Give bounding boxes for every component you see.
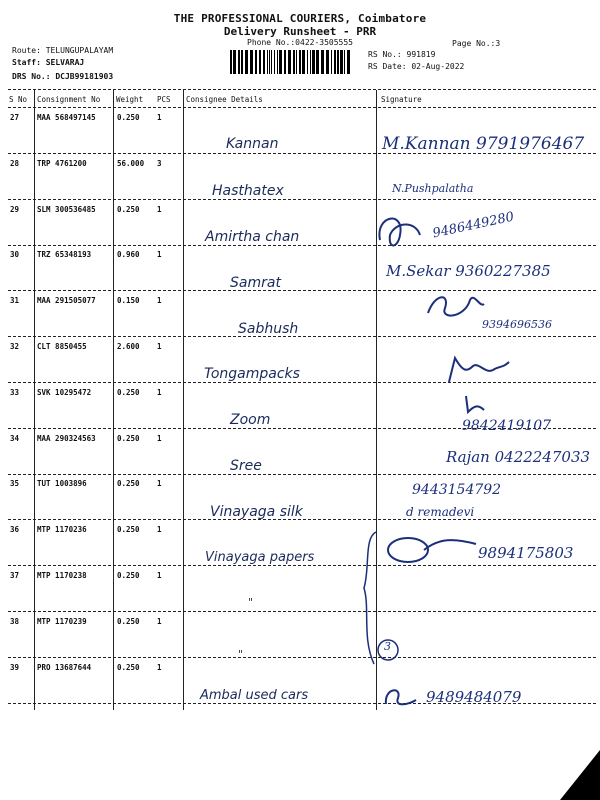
col-divider xyxy=(34,90,35,710)
consignee-handwriting: Tongampacks xyxy=(204,366,300,382)
rs-number: RS No.: 991819 xyxy=(368,50,436,59)
col-header-sno: S No xyxy=(9,95,28,104)
consignee-handwriting: Hasthatex xyxy=(212,183,284,199)
header-top-rule xyxy=(8,89,596,90)
row-divider xyxy=(8,336,596,337)
row-weight: 0.150 xyxy=(117,296,140,305)
row-serial-number: 36 xyxy=(10,525,20,534)
col-divider xyxy=(113,90,114,710)
row-pieces: 1 xyxy=(157,342,162,351)
signature-handwriting: 9842419107 xyxy=(462,418,552,434)
col-header-consignee: Consignee Details xyxy=(186,95,263,104)
row-pieces: 1 xyxy=(157,205,162,214)
document-title: Delivery Runsheet - PRR xyxy=(223,25,377,38)
row-weight: 0.250 xyxy=(117,113,140,122)
row-weight: 56.000 xyxy=(117,159,145,168)
col-header-consignment: Consignment No xyxy=(37,95,101,104)
row-consignment-number: TRP 4761200 xyxy=(37,159,87,168)
row-consignment-number: CLT 8850455 xyxy=(37,342,87,351)
row-weight: 0.250 xyxy=(117,663,140,672)
signature-scribble xyxy=(384,530,484,566)
row-consignment-number: MAA 290324563 xyxy=(37,434,96,443)
rs-date: RS Date: 02-Aug-2022 xyxy=(368,62,465,71)
row-consignment-number: PRO 13687644 xyxy=(37,663,92,672)
row-serial-number: 35 xyxy=(10,479,20,488)
row-serial-number: 39 xyxy=(10,663,20,672)
signature-scribble xyxy=(445,352,515,388)
row-weight: 0.250 xyxy=(117,571,140,580)
row-consignment-number: MAA 291505077 xyxy=(37,296,96,305)
barcode-icon xyxy=(230,50,350,74)
row-consignment-number: MTP 1170239 xyxy=(37,617,87,626)
row-consignment-number: TUT 1003896 xyxy=(37,479,87,488)
row-pieces: 1 xyxy=(157,525,162,534)
row-pieces: 1 xyxy=(157,388,162,397)
signature-scribble xyxy=(460,392,490,416)
row-pieces: 1 xyxy=(157,113,162,122)
row-divider xyxy=(8,474,596,475)
row-consignment-number: MTP 1170236 xyxy=(37,525,87,534)
signature-handwriting: M.Sekar 9360227385 xyxy=(386,262,551,280)
row-serial-number: 27 xyxy=(10,113,20,122)
row-weight: 0.250 xyxy=(117,525,140,534)
row-divider xyxy=(8,290,596,291)
row-serial-number: 29 xyxy=(10,205,20,214)
row-consignment-number: SLM 300536485 xyxy=(37,205,96,214)
consignee-handwriting: Samrat xyxy=(230,275,281,291)
row-divider xyxy=(8,245,596,246)
row-serial-number: 30 xyxy=(10,250,20,259)
staff-label: Staff: SELVARAJ xyxy=(12,58,85,67)
row-serial-number: 28 xyxy=(10,159,20,168)
signature-scribble xyxy=(370,210,430,255)
row-divider xyxy=(8,657,596,658)
signature-circled-number: 3 xyxy=(384,640,391,653)
header-bottom-rule xyxy=(8,107,596,108)
consignee-ditto-mark: " xyxy=(238,648,244,661)
signature-handwriting: 9394696536 xyxy=(482,318,552,331)
row-divider xyxy=(8,199,596,200)
row-pieces: 1 xyxy=(157,617,162,626)
consignee-handwriting: Sree xyxy=(230,458,262,474)
row-consignment-number: MTP 1170238 xyxy=(37,571,87,580)
row-pieces: 1 xyxy=(157,479,162,488)
page-number: Page No.:3 xyxy=(452,39,501,48)
signature-handwriting: 9489484079 xyxy=(426,688,522,706)
signature-handwriting: d remadevi xyxy=(406,505,475,519)
phone-number: Phone No.:0422-3505555 xyxy=(247,38,353,47)
row-pieces: 1 xyxy=(157,571,162,580)
signature-scribble xyxy=(420,288,490,328)
row-pieces: 1 xyxy=(157,663,162,672)
row-serial-number: 31 xyxy=(10,296,20,305)
row-pieces: 3 xyxy=(157,159,162,168)
row-pieces: 1 xyxy=(157,296,162,305)
drs-number: DRS No.: DCJB99181903 xyxy=(12,72,114,81)
row-weight: 0.250 xyxy=(117,205,140,214)
col-header-weight: Weight xyxy=(116,95,144,104)
row-serial-number: 33 xyxy=(10,388,20,397)
row-consignment-number: SVK 10295472 xyxy=(37,388,92,397)
signature-handwriting: 9443154792 xyxy=(412,482,502,498)
signature-handwriting: 9486449280 xyxy=(431,209,516,242)
row-pieces: 1 xyxy=(157,250,162,259)
row-weight: 0.250 xyxy=(117,617,140,626)
consignee-handwriting: Zoom xyxy=(230,412,271,428)
row-serial-number: 34 xyxy=(10,434,20,443)
signature-handwriting: 9894175803 xyxy=(478,544,574,562)
consignee-handwriting: Vinayaga silk xyxy=(210,504,303,520)
consignee-handwriting: Ambal used cars xyxy=(200,688,309,703)
row-serial-number: 37 xyxy=(10,571,20,580)
signature-scribble xyxy=(380,682,420,712)
row-pieces: 1 xyxy=(157,434,162,443)
col-divider xyxy=(183,90,184,710)
route-label: Route: TELUNGUPALAYAM xyxy=(12,46,114,55)
consignee-handwriting: Amirtha chan xyxy=(205,229,300,245)
consignee-ditto-mark: " xyxy=(248,596,254,609)
row-weight: 0.250 xyxy=(117,479,140,488)
row-weight: 0.960 xyxy=(117,250,140,259)
row-weight: 0.250 xyxy=(117,388,140,397)
circle-mark xyxy=(376,638,400,662)
row-consignment-number: MAA 568497145 xyxy=(37,113,96,122)
signature-handwriting: Rajan 0422247033 xyxy=(446,448,591,466)
col-header-signature: Signature xyxy=(381,95,422,104)
row-divider xyxy=(8,565,596,566)
row-divider xyxy=(8,611,596,612)
signature-handwriting: N.Pushpalatha xyxy=(392,182,474,195)
row-serial-number: 32 xyxy=(10,342,20,351)
scan-corner-shadow xyxy=(560,750,600,800)
signature-handwriting: M.Kannan 9791976467 xyxy=(382,134,585,154)
col-header-pcs: PCS xyxy=(157,95,171,104)
row-weight: 0.250 xyxy=(117,434,140,443)
consignee-handwriting: Vinayaga papers xyxy=(205,550,315,565)
row-serial-number: 38 xyxy=(10,617,20,626)
row-weight: 2.600 xyxy=(117,342,140,351)
row-consignment-number: TRZ 65348193 xyxy=(37,250,92,259)
consignee-handwriting: Kannan xyxy=(226,136,279,152)
consignee-handwriting: Sabhush xyxy=(238,321,299,337)
company-title: THE PROFESSIONAL COURIERS, Coimbatore xyxy=(173,12,427,25)
